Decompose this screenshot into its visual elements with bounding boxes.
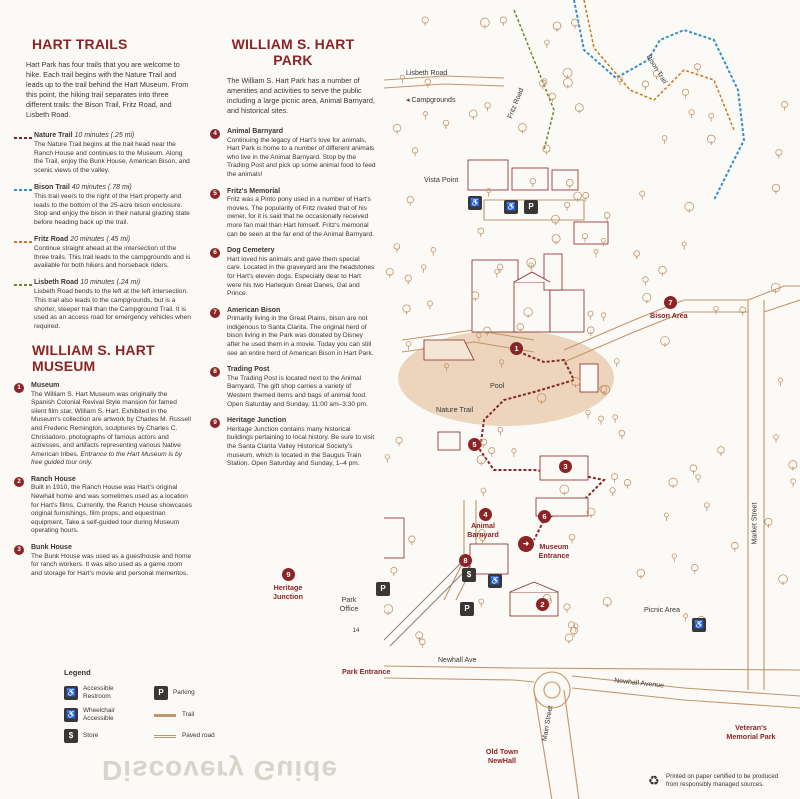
museum-list bbox=[14, 382, 192, 578]
legend-title: Legend bbox=[64, 668, 91, 677]
tree bbox=[594, 249, 598, 253]
trail-duration: 40 minutes (.78 mi) bbox=[71, 183, 132, 191]
parking-icon[interactable]: P bbox=[376, 582, 390, 596]
entry-text: Primarily living in the Great Plains, bison are not indigenous to Santa Clarita. The original herd of bison living in the Park was donated by Disney after he used them in a movie. Today you can still see an entire herd of American Bison in Hart Park. bbox=[227, 315, 374, 357]
tree bbox=[709, 113, 714, 118]
park-entry bbox=[210, 366, 376, 409]
number-badge: 1 bbox=[14, 383, 24, 393]
tree bbox=[778, 378, 782, 382]
tree bbox=[425, 79, 431, 85]
marker-4[interactable]: 4 bbox=[479, 508, 492, 521]
trail-title bbox=[34, 279, 192, 288]
newhall-ave-label: Newhall Ave bbox=[438, 657, 477, 664]
parking-icon[interactable]: P bbox=[460, 602, 474, 616]
tree bbox=[412, 148, 418, 154]
legend-item bbox=[154, 729, 264, 743]
tree bbox=[427, 301, 432, 306]
trail-list bbox=[14, 132, 192, 332]
middle-column bbox=[202, 0, 382, 477]
tree bbox=[704, 503, 709, 508]
trail-swatch bbox=[14, 135, 34, 141]
trees bbox=[384, 17, 797, 648]
marker-3[interactable]: 3 bbox=[559, 460, 572, 473]
park-entry bbox=[210, 128, 376, 180]
museum-entrance-arrow-icon[interactable]: ➜ bbox=[518, 536, 534, 552]
number-badge: 8 bbox=[210, 367, 220, 377]
number-badge: 3 bbox=[14, 545, 24, 555]
campgrounds-label[interactable] bbox=[406, 96, 455, 104]
tree bbox=[588, 311, 593, 316]
park-list bbox=[210, 128, 376, 469]
trail-text: Continue straight ahead at the intersection of the three trails. This trail leads to the campgrounds and is available for both hikers and horseback riders. bbox=[34, 244, 191, 270]
animal-barnyard-label: Animal Barnyard bbox=[467, 521, 499, 539]
park-entry bbox=[210, 307, 376, 359]
store-icon[interactable]: $ bbox=[462, 568, 476, 582]
museum-entry bbox=[14, 544, 192, 578]
legend-item bbox=[64, 729, 154, 743]
trail-swatch bbox=[14, 282, 34, 288]
entry-text: Continuing the legacy of Hart's love for animals, Hart Park is home to a number of different animals who live in the Animal Barnyard. Stop by the Trading Post and pick up some animal food to feed the animals! bbox=[227, 136, 376, 178]
trail-duration: 20 minutes (.45 mi) bbox=[70, 235, 131, 243]
entry-text: Heritage Junction contains many historical buildings pertaining to local history. Be sure to visit the Santa Clarita Valley Historical Society's museum, which is located in the Saugus Train Station. Open Saturday and Sunday, 1–4 pm. bbox=[227, 425, 375, 468]
tree bbox=[385, 455, 389, 459]
campgrounds-text: Campgrounds bbox=[411, 97, 456, 104]
trail-swatch bbox=[14, 239, 34, 245]
entry-text: Fritz was a Pinto pony used in a number of Hart's movies. The popularity of Fritz rivaled that of his owner, for it is said that he occasionally received more fan mail than Hart himself. Fritz's memorial can be seen at the far end of the Animal Barnyard. bbox=[227, 196, 374, 238]
tree bbox=[672, 554, 676, 558]
park-entrance-label: Park Entrance bbox=[342, 667, 391, 676]
entry-body bbox=[227, 417, 376, 469]
accessible-restroom-icon[interactable]: ♿ bbox=[692, 618, 706, 632]
entry-text-main: The William S. Hart Museum was originally the Spanish Colonial Revival Style mansion for famed silent film star, William S. Hart. Exhibited in the Museum's collection are artwork by Charles M. Russell and Frederic Remington, sculptures by Charles C. Christadoro, photographs of famous actors and actresses, and artifacts representing various Native American tribes. bbox=[31, 390, 191, 458]
number-badge: 6 bbox=[210, 248, 220, 258]
tree bbox=[643, 277, 648, 282]
legend-grid bbox=[64, 685, 264, 749]
park-title: WILLIAM S. HART PARK bbox=[231, 36, 355, 68]
legend-label: Trail bbox=[182, 711, 195, 718]
entry-text: The Trading Post is located next to the Animal Barnyard. The gift shop carries a variety of Western themed items and bags of animal food. Open Saturday and Sunday, 11:00 am–3:30 pm. bbox=[227, 374, 368, 408]
park-intro: The William S. Hart Park has a number of amenities and activities to serve the public including a large picnic area, Animal Barnyard, and historical sites. bbox=[227, 76, 375, 115]
tree bbox=[481, 488, 486, 493]
entry-text-main: The Bunk House was used as a guesthouse and home for ranch workers. It was also used as a game room and storage for Hart's movie and personal mementos. bbox=[31, 552, 192, 577]
park-entry bbox=[210, 417, 376, 469]
lisbeth-road-label: Lisbeth Road bbox=[406, 70, 448, 77]
trail-title bbox=[34, 236, 192, 245]
wheelchair-icon[interactable]: ♿ bbox=[504, 200, 518, 214]
heritage-junction-label: Heritage Junction bbox=[273, 583, 303, 601]
tree bbox=[714, 306, 718, 310]
number-badge: 4 bbox=[210, 129, 220, 139]
paved-road-line bbox=[154, 735, 176, 738]
tree bbox=[421, 265, 425, 269]
tree bbox=[423, 112, 427, 116]
discovery-guide-watermark: Discovery Guide bbox=[102, 755, 338, 786]
trail-entry bbox=[14, 236, 192, 271]
picnic-area-label: Picnic Area bbox=[644, 605, 680, 614]
trail-body bbox=[34, 279, 192, 332]
map-drawing bbox=[384, 0, 800, 799]
number-badge: 9 bbox=[210, 418, 220, 428]
entry-body bbox=[227, 188, 376, 240]
tree bbox=[598, 416, 603, 421]
entry-text bbox=[31, 484, 192, 536]
tree bbox=[774, 435, 779, 440]
legend-label: Store bbox=[83, 732, 99, 739]
trail-text: The Nature Trail begins at the trail head near the Ranch House and continues to the Museum. Along the Trail, enjoy the Bunk House, American Bison, and scenic views of the valley. bbox=[34, 140, 190, 175]
pool-label: Pool bbox=[490, 381, 505, 390]
entry-title: Heritage Junction bbox=[227, 417, 287, 425]
hart-trails-title: HART TRAILS bbox=[32, 36, 128, 52]
accessible-restroom-icon: ♿ bbox=[64, 686, 78, 700]
tree bbox=[696, 475, 701, 480]
trail-swatch bbox=[14, 187, 34, 193]
trail-duration: 10 minutes (.24 mi) bbox=[80, 279, 141, 287]
tree bbox=[634, 251, 640, 257]
lisbeth-road-line bbox=[514, 10, 554, 150]
bison-trail-label: Bison Trail bbox=[644, 53, 668, 86]
accessible-restroom-icon[interactable]: ♿ bbox=[468, 196, 482, 210]
tree bbox=[498, 427, 503, 432]
entry-body bbox=[31, 476, 192, 536]
trail-duration: 10 minutes (.25 mi) bbox=[74, 132, 135, 139]
number-badge: 5 bbox=[210, 189, 220, 199]
trail-text: Lisbeth Road bends to the left at the left intersection. This trail also leads to the campgrounds, but is a shorter, steeper trail than the Campground Trail. It is used as an access road for emergency vehicles when required. bbox=[34, 287, 191, 331]
main-street-label: Main Street bbox=[541, 705, 555, 742]
park-entry bbox=[210, 188, 376, 240]
nature-trail-label: Nature Trail bbox=[436, 405, 474, 414]
entry-text-main: Built in 1910, the Ranch House was Hart's original Newhall home and was sometimes used as a location for Hart's films. Currently, the Ranch House showcases original furnishings, film props, and equestrian equipment. Take a self-guided tour during Museum operating hours. bbox=[31, 484, 192, 535]
entry-body bbox=[227, 366, 376, 409]
trail-body bbox=[34, 132, 192, 176]
entry-title: Ranch House bbox=[31, 475, 76, 483]
entry-title: Bunk House bbox=[31, 544, 72, 552]
tree bbox=[485, 103, 491, 109]
tree bbox=[662, 136, 667, 141]
trail-name: Lisbeth Road bbox=[34, 279, 79, 287]
old-town-label: Old Town NewHall bbox=[485, 747, 519, 765]
entry-title: Museum bbox=[31, 381, 60, 389]
wheelchair-icon: ♿ bbox=[64, 708, 78, 722]
entry-body bbox=[31, 544, 192, 578]
legend-label: Wheelchair Accessible bbox=[83, 707, 115, 722]
tree bbox=[569, 534, 575, 540]
tree bbox=[586, 410, 591, 415]
entry-title: Trading Post bbox=[227, 366, 270, 374]
trail-entry bbox=[14, 184, 192, 228]
number-badge: 7 bbox=[210, 308, 220, 318]
entry-body bbox=[227, 247, 376, 299]
entry-text bbox=[31, 553, 192, 579]
marker-1[interactable]: 1 bbox=[510, 342, 523, 355]
entry-title: Dog Cemetery bbox=[227, 247, 275, 255]
vista-point-label: Vista Point bbox=[424, 175, 459, 184]
legend-label: Accessible Restroom bbox=[83, 685, 114, 700]
trail-name: Fritz Road bbox=[34, 235, 69, 243]
entry-note: Entrance to the Hart Museum is by free guided tour only. bbox=[31, 450, 182, 467]
trail-name: Bison Trail bbox=[34, 183, 70, 191]
entry-text bbox=[31, 391, 192, 468]
tree bbox=[443, 120, 449, 126]
newhall-avenue-label: Newhall Avenue bbox=[613, 677, 665, 690]
trail-name: Nature Trail bbox=[34, 132, 73, 139]
entry-title: Fritz's Memorial bbox=[227, 187, 281, 195]
store-icon: $ bbox=[64, 729, 78, 743]
route-14-label: 14 bbox=[352, 628, 360, 634]
tree bbox=[614, 359, 619, 364]
tree bbox=[479, 599, 484, 604]
fritz-road-line bbox=[584, 0, 734, 130]
fritz-road-label: Fritz Road bbox=[506, 87, 526, 120]
legend-label: Paved road bbox=[182, 732, 215, 739]
left-column bbox=[0, 0, 200, 586]
trail-body bbox=[34, 236, 192, 271]
legend-item bbox=[154, 685, 264, 701]
tree bbox=[565, 202, 570, 207]
parking-icon: P bbox=[154, 686, 168, 700]
recycle-icon: ♻ bbox=[648, 773, 660, 788]
trail-line bbox=[154, 714, 176, 717]
trail-title bbox=[34, 184, 192, 193]
tree bbox=[431, 247, 436, 252]
entry-body bbox=[31, 382, 192, 468]
tree bbox=[610, 488, 615, 493]
tree bbox=[512, 449, 516, 453]
hart-trails-intro: Hart Park has four trails that you are welcome to hike. Each trail begins with the Nature Trail and leads up to the trail behind the Hart Museum. From this point, the hiking trail separates into three different trails: the Bison Trail, Fritz Road, and Lisbeth Road. bbox=[26, 60, 189, 119]
print-note: Printed on paper certified to be produced from responsibly managed sources. bbox=[666, 773, 779, 788]
legend-label: Parking bbox=[173, 689, 195, 696]
arrow-left-icon: ◂ bbox=[406, 97, 412, 104]
entry-title: American Bison bbox=[227, 306, 281, 314]
museum-title: WILLIAM S. HART MUSEUM bbox=[32, 341, 155, 374]
entry-body bbox=[227, 128, 376, 180]
tree bbox=[601, 313, 606, 318]
park-office-label: Park Office bbox=[339, 595, 359, 613]
market-street-label: Market Street bbox=[751, 502, 759, 545]
trail-entry bbox=[14, 132, 192, 176]
marker-9[interactable]: 9 bbox=[282, 568, 295, 581]
marker-5[interactable]: 5 bbox=[468, 438, 481, 451]
parking-icon[interactable]: P bbox=[524, 200, 538, 214]
legend-item bbox=[154, 707, 264, 723]
park-entry bbox=[210, 247, 376, 299]
legend-item bbox=[64, 685, 154, 701]
entry-body bbox=[227, 307, 376, 359]
marker-7[interactable]: 7 bbox=[664, 296, 677, 309]
tree bbox=[406, 342, 411, 347]
legend bbox=[64, 668, 264, 749]
tree bbox=[682, 242, 686, 246]
tree bbox=[689, 110, 694, 115]
trail-title bbox=[34, 132, 192, 141]
accessible-restroom-icon[interactable]: ♿ bbox=[488, 574, 502, 588]
museum-entry bbox=[14, 382, 192, 468]
legend-item bbox=[64, 707, 154, 723]
marker-2[interactable]: 2 bbox=[536, 598, 549, 611]
number-badge: 2 bbox=[14, 477, 24, 487]
tree bbox=[613, 415, 618, 420]
museum-entrance-label: Museum Entrance bbox=[538, 542, 570, 560]
museum-entry bbox=[14, 476, 192, 536]
trail-entry bbox=[14, 279, 192, 332]
tree bbox=[640, 191, 645, 196]
entry-title: Animal Barnyard bbox=[227, 128, 284, 135]
bison-trail-line bbox=[574, 0, 744, 200]
trail-text: This trail veers to the right of the Hart property and leads to the bottom of the 25-acre bison enclosure. Stop and enjoy the bison in their natural grazing state before heading back up the trail. bbox=[34, 192, 190, 227]
trail-body bbox=[34, 184, 192, 228]
marker-8[interactable]: 8 bbox=[459, 554, 472, 567]
marker-6[interactable]: 6 bbox=[538, 510, 551, 523]
entry-text: Hart loved his animals and gave them special care. Located in the graveyard are the headstones for Hart's eleven dogs. Especially dear to Hart were his two Harlequin Great Danes, Gal and Prince. bbox=[227, 255, 375, 298]
tree bbox=[684, 614, 688, 618]
tree bbox=[545, 40, 550, 45]
veterans-park-label: Veteran's Memorial Park bbox=[726, 723, 776, 741]
tree bbox=[791, 479, 796, 484]
bison-area-label: Bison Area bbox=[650, 311, 688, 320]
tree bbox=[664, 513, 668, 517]
